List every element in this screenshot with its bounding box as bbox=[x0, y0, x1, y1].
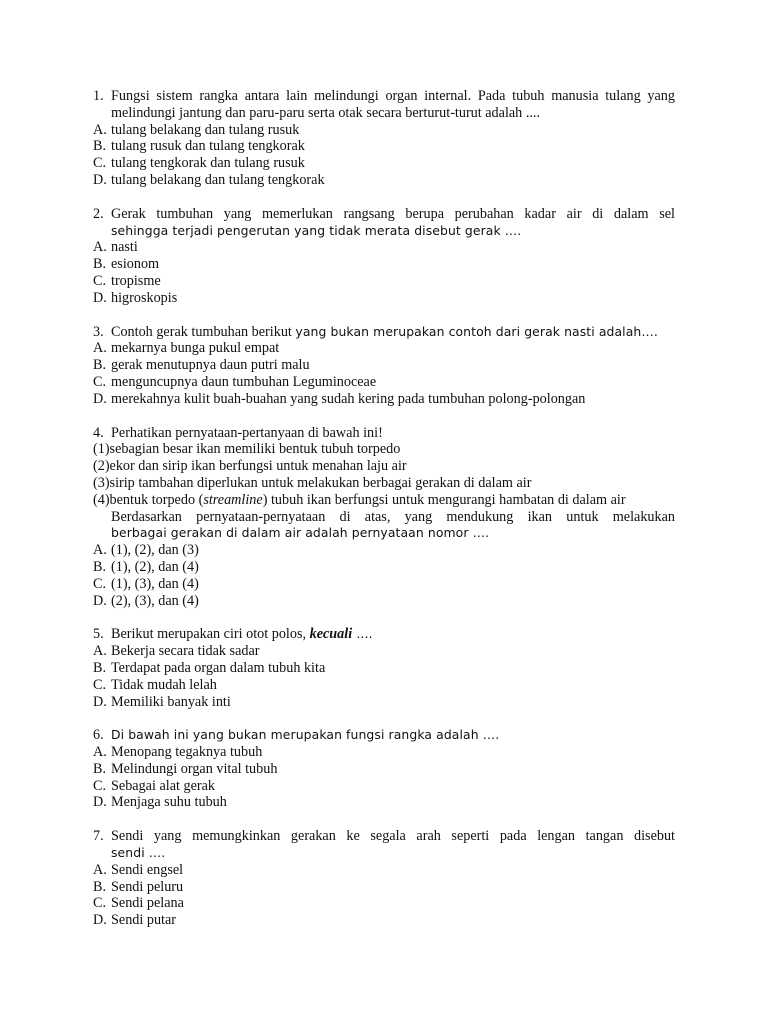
answer-option-b[interactable] bbox=[93, 660, 675, 677]
option-text: higroskopis bbox=[111, 289, 178, 306]
question-stem bbox=[93, 425, 675, 442]
answer-option-a[interactable] bbox=[93, 122, 675, 139]
question-stem bbox=[93, 206, 675, 240]
answer-option-a[interactable] bbox=[93, 744, 675, 761]
answer-option-a[interactable] bbox=[93, 862, 675, 879]
question-stem bbox=[93, 828, 675, 862]
option-letter: D. bbox=[93, 794, 107, 811]
option-letter: B. bbox=[93, 138, 107, 155]
question-text-line-2: sendi …. bbox=[111, 845, 166, 861]
option-text: merekahnya kulit buah-buahan yang sudah kering pada tumbuhan polong-polongan bbox=[111, 390, 586, 407]
option-letter: C. bbox=[93, 777, 107, 794]
option-letter: C. bbox=[93, 272, 107, 289]
option-letter: D. bbox=[93, 912, 107, 929]
statement-text: ) tubuh ikan berfungsi untuk mengurangi hambatan di dalam air bbox=[262, 491, 626, 508]
option-letter: C. bbox=[93, 373, 107, 390]
answer-option-d[interactable] bbox=[93, 912, 675, 929]
answer-option-d[interactable] bbox=[93, 694, 675, 711]
option-letter: A. bbox=[93, 121, 107, 138]
option-letter: C. bbox=[93, 676, 107, 693]
statement-term: streamline bbox=[203, 491, 263, 508]
answer-option-b[interactable] bbox=[93, 138, 675, 155]
option-letter: C. bbox=[93, 575, 107, 592]
option-letter: D. bbox=[93, 693, 107, 710]
option-letter: B. bbox=[93, 558, 107, 575]
answer-option-c[interactable] bbox=[93, 273, 675, 290]
option-letter: D. bbox=[93, 592, 107, 609]
answer-option-c[interactable] bbox=[93, 576, 675, 593]
question-prompt bbox=[93, 509, 675, 543]
question-text: Di bawah ini yang bukan merupakan fungsi rangka adalah …. bbox=[111, 727, 500, 743]
answer-option-b[interactable] bbox=[93, 559, 675, 576]
answer-option-b[interactable] bbox=[93, 357, 675, 374]
option-text: tropisme bbox=[111, 272, 161, 289]
question-text: Fungsi sistem rangka antara lain melindungi organ internal. Pada tubuh manusia tulang yang melindungi jantung dan paru-paru serta otak secara berturut-turut adalah .... bbox=[111, 88, 675, 121]
answer-option-b[interactable] bbox=[93, 256, 675, 273]
answer-option-a[interactable] bbox=[93, 643, 675, 660]
question-emphasis: kecuali bbox=[309, 626, 353, 643]
question-3 bbox=[93, 324, 675, 408]
question-number: 2. bbox=[93, 205, 104, 222]
option-text: menguncupnya daun tumbuhan Leguminoceae bbox=[111, 373, 377, 390]
option-letter: B. bbox=[93, 659, 107, 676]
option-letter: A. bbox=[93, 643, 107, 660]
question-stem bbox=[93, 324, 675, 341]
statement-4 bbox=[93, 492, 675, 509]
question-text: Perhatikan pernyataan-pertanyaan di bawah ini! bbox=[111, 424, 383, 441]
option-text: tulang belakang dan tulang rusuk bbox=[111, 121, 300, 138]
answer-option-d[interactable] bbox=[93, 794, 675, 811]
option-text: Menjaga suhu tubuh bbox=[111, 794, 227, 811]
option-letter: D. bbox=[93, 289, 107, 306]
question-text-emphasis: yang bukan merupakan contoh dari gerak nasti adalah…. bbox=[295, 323, 658, 339]
option-text: Sendi engsel bbox=[111, 861, 184, 878]
question-number: 4. bbox=[93, 424, 104, 441]
answer-option-c[interactable] bbox=[93, 374, 675, 391]
option-text: (2), (3), dan (4) bbox=[111, 592, 199, 609]
option-text: nasti bbox=[111, 239, 138, 256]
option-text: Melindungi organ vital tubuh bbox=[111, 760, 278, 777]
question-ellipsis: …. bbox=[352, 626, 373, 642]
question-number: 5. bbox=[93, 626, 104, 643]
option-text: Memiliki banyak inti bbox=[111, 693, 231, 710]
option-text: mekarnya bunga pukul empat bbox=[111, 340, 280, 357]
answer-option-a[interactable] bbox=[93, 340, 675, 357]
answer-option-c[interactable] bbox=[93, 778, 675, 795]
question-number: 6. bbox=[93, 727, 104, 744]
answer-option-c[interactable] bbox=[93, 895, 675, 912]
answer-option-d[interactable] bbox=[93, 172, 675, 189]
question-2 bbox=[93, 206, 675, 307]
answer-option-c[interactable] bbox=[93, 155, 675, 172]
question-stem bbox=[93, 626, 675, 643]
statement-3: (3)sirip tambahan diperlukan untuk melakukan berbagai gerakan di dalam air bbox=[93, 474, 532, 491]
option-text: Menopang tegaknya tubuh bbox=[111, 744, 263, 761]
option-letter: B. bbox=[93, 760, 107, 777]
answer-option-a[interactable] bbox=[93, 239, 675, 256]
answer-option-b[interactable] bbox=[93, 761, 675, 778]
question-list bbox=[93, 88, 675, 946]
option-letter: D. bbox=[93, 171, 107, 188]
question-number: 3. bbox=[93, 323, 104, 340]
prompt-line-1: Berdasarkan pernyataan-pernyataan di atas, yang mendukung ikan untuk melakukan bbox=[111, 508, 675, 525]
option-text: tulang rusuk dan tulang tengkorak bbox=[111, 138, 305, 155]
prompt-line-2: berbagai gerakan di dalam air adalah pernyataan nomor …. bbox=[111, 525, 490, 541]
question-text-line-1: Gerak tumbuhan yang memerlukan rangsang berupa perubahan kadar air di dalam sel bbox=[111, 205, 675, 222]
question-text: Berikut merupakan ciri otot polos, bbox=[111, 626, 310, 643]
option-text: (1), (2), dan (4) bbox=[111, 558, 199, 575]
answer-option-d[interactable] bbox=[93, 391, 675, 408]
option-letter: A. bbox=[93, 340, 107, 357]
question-text-line-2: sehingga terjadi pengerutan yang tidak merata disebut gerak …. bbox=[111, 222, 522, 238]
option-text: Sendi putar bbox=[111, 912, 177, 929]
question-number: 1. bbox=[93, 88, 104, 104]
answer-option-a[interactable] bbox=[93, 542, 675, 559]
question-4 bbox=[93, 425, 675, 610]
option-letter: B. bbox=[93, 357, 107, 374]
option-letter: B. bbox=[93, 878, 107, 895]
option-text: Bekerja secara tidak sadar bbox=[111, 643, 260, 660]
answer-option-b[interactable] bbox=[93, 879, 675, 896]
answer-option-c[interactable] bbox=[93, 677, 675, 694]
option-text: tulang tengkorak dan tulang rusuk bbox=[111, 155, 305, 172]
option-letter: A. bbox=[93, 744, 107, 761]
option-text: Terdapat pada organ dalam tubuh kita bbox=[111, 659, 326, 676]
option-text: Sebagai alat gerak bbox=[111, 777, 215, 794]
question-6 bbox=[93, 727, 675, 811]
option-text: Sendi peluru bbox=[111, 878, 184, 895]
question-1 bbox=[93, 88, 675, 189]
option-text: tulang belakang dan tulang tengkorak bbox=[111, 171, 325, 188]
option-letter: A. bbox=[93, 542, 107, 559]
option-letter: C. bbox=[93, 895, 107, 912]
question-stem bbox=[93, 88, 675, 122]
statement-2: (2)ekor dan sirip ikan berfungsi untuk menahan laju air bbox=[93, 458, 407, 475]
option-letter: A. bbox=[93, 861, 107, 878]
option-text: Sendi pelana bbox=[111, 895, 184, 912]
option-letter: D. bbox=[93, 390, 107, 407]
question-stem bbox=[93, 727, 675, 744]
option-text: gerak menutupnya daun putri malu bbox=[111, 357, 310, 374]
question-number: 7. bbox=[93, 828, 104, 845]
answer-option-d[interactable] bbox=[93, 290, 675, 307]
option-text: (1), (3), dan (4) bbox=[111, 575, 199, 592]
option-letter: A. bbox=[93, 239, 107, 256]
question-text-line-1: Sendi yang memungkinkan gerakan ke segala arah seperti pada lengan tangan disebut bbox=[111, 828, 675, 845]
statement-text: (4)bentuk torpedo ( bbox=[93, 491, 204, 508]
answer-option-d[interactable] bbox=[93, 593, 675, 610]
option-letter: C. bbox=[93, 155, 107, 172]
option-text: (1), (2), dan (3) bbox=[111, 542, 199, 559]
question-text: Contoh gerak tumbuhan berikut bbox=[111, 323, 296, 340]
question-7 bbox=[93, 828, 675, 929]
option-text: Tidak mudah lelah bbox=[111, 676, 217, 693]
option-text: esionom bbox=[111, 256, 160, 273]
question-5 bbox=[93, 626, 675, 710]
statement-1: (1)sebagian besar ikan memiliki bentuk tubuh torpedo bbox=[93, 441, 401, 458]
option-letter: B. bbox=[93, 256, 107, 273]
